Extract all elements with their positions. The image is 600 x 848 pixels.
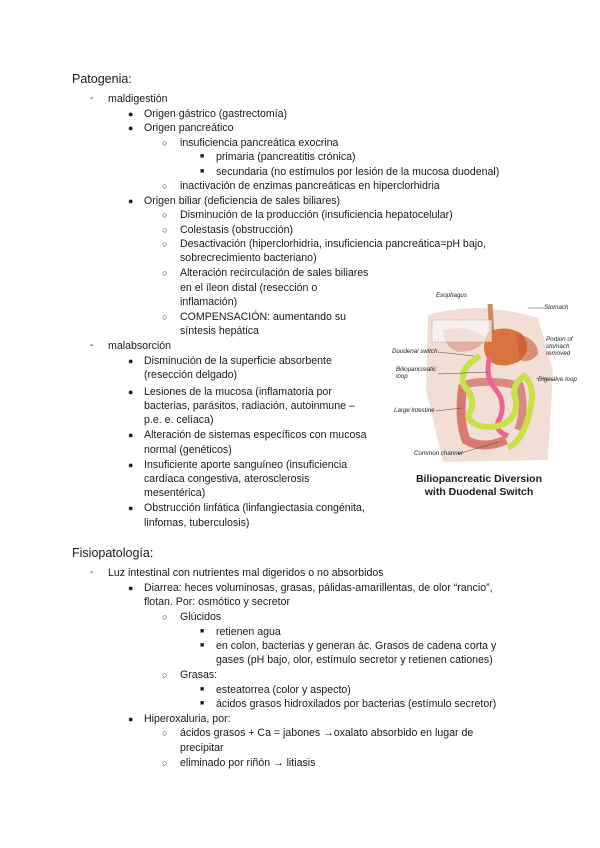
- circle-marker: ○: [162, 138, 168, 148]
- list-item: en colon, bacterias y generan ác. Grasos de cadena corta y: [216, 640, 497, 652]
- circle-marker: ○: [162, 268, 168, 278]
- list-item: primaria (pancreatitis crónica): [216, 151, 356, 163]
- list-item: Origen pancreático: [144, 122, 234, 134]
- list-item: Glúcidos: [180, 611, 222, 623]
- list-item: Alteración de sistemas específicos con mucosa: [144, 429, 367, 441]
- bullet-marker: ●: [128, 714, 134, 724]
- list-item: Alteración recirculación de sales biliares: [180, 267, 369, 279]
- label-biliopancreatic-1: Biliopancreatic: [396, 366, 437, 373]
- list-item: Disminución de la producción (insuficiencia hepatocelular): [180, 209, 453, 221]
- label-esophagus: Esophagus: [436, 292, 467, 299]
- label-duodenal-switch: Duodenal switch: [392, 348, 438, 355]
- list-item-continuation: bacterias, parásitos, radiación, autoinmune –: [144, 400, 355, 412]
- list-item: ácidos grasos hidroxilados por bacterias (estímulo secretor): [216, 698, 497, 710]
- circle-marker: ○: [162, 312, 168, 322]
- list-item-continuation: síntesis hepática: [180, 325, 259, 337]
- label-portion-3: removed: [546, 350, 571, 357]
- list-item: Hiperoxaluria, por:: [144, 713, 231, 725]
- list-item: ácidos grasos + Ca = jabones →oxalato absorbido en lugar de: [180, 727, 474, 739]
- list-item-continuation: flotan. Por: osmótico y secretor: [144, 596, 291, 608]
- list-item-continuation: linfomas, tuberculosis): [144, 517, 250, 529]
- list-item: Desactivación (hiperclorhidria, insuficiencia pancreática=pH bajo,: [180, 238, 486, 250]
- circle-marker: ○: [162, 239, 168, 249]
- label-portion-1: Portion of: [546, 336, 573, 343]
- label-portion-2: stomach: [546, 343, 570, 350]
- dash-marker: -: [90, 93, 94, 104]
- list-item: Origen gástrico (gastrectomía): [144, 108, 288, 120]
- list-item-continuation: mesentérica): [144, 487, 206, 499]
- list-item: Disminución de la superficie absorbente: [144, 355, 332, 367]
- list-item-continuation: en el íleon distal (resección o: [180, 282, 318, 294]
- circle-marker: ○: [162, 225, 168, 235]
- bullet-marker: ●: [128, 460, 134, 470]
- section-heading-patogenia: Patogenia:: [72, 72, 132, 86]
- list-item: Origen biliar (deficiencia de sales biliares): [144, 195, 341, 207]
- figure-caption-line-1: Biliopancreatic Diversion: [415, 473, 543, 485]
- list-item: eliminado por riñón → litiasis: [180, 757, 316, 769]
- list-item: Diarrea: heces voluminosas, grasas, pálidas-amarillentas, de olor “rancio”,: [144, 582, 493, 594]
- list-item: maldigestión: [108, 93, 168, 105]
- bullet-marker: ●: [128, 196, 134, 206]
- label-stomach: Stomach: [544, 304, 569, 311]
- duodenal-highlight-box: [432, 320, 492, 342]
- list-item-continuation: p.e. e. celíaca): [144, 414, 214, 426]
- list-item-continuation: sobrecrecimiento bacteriano): [180, 252, 317, 264]
- list-item: retienen agua: [216, 626, 281, 638]
- list-item-continuation: gases (pH bajo, olor, estímulo secretor y retienen cationes): [216, 654, 493, 666]
- label-digestive-loop: Digestive loop: [538, 376, 577, 383]
- label-biliopancreatic-2: loop: [396, 373, 408, 380]
- list-item-continuation: precipitar: [180, 742, 224, 754]
- anatomy-illustration: [388, 290, 577, 502]
- square-marker: ■: [200, 642, 205, 649]
- label-large-intestine: Large intestine: [394, 407, 435, 414]
- list-item: malabsorción: [108, 340, 172, 352]
- figure-caption-line-2: with Duodenal Switch: [424, 485, 534, 498]
- bullet-marker: ●: [128, 387, 134, 397]
- square-marker: ■: [200, 686, 205, 693]
- list-item: Insuficiente aporte sanguíneo (insuficiencia: [144, 459, 348, 471]
- bullet-marker: ●: [128, 356, 134, 366]
- label-portion-removed: [546, 336, 572, 357]
- dash-marker: -: [90, 567, 94, 578]
- list-item: COMPENSACIÓN: aumentando su: [180, 311, 347, 323]
- label-biliopancreatic-loop: [396, 366, 436, 380]
- list-item: inactivación de enzimas pancreáticas en hiperclorhidria: [180, 180, 440, 192]
- square-marker: ■: [200, 700, 205, 707]
- list-item-continuation: normal (genéticos): [144, 444, 232, 456]
- list-item: Grasas:: [180, 669, 218, 681]
- circle-marker: ○: [162, 612, 168, 622]
- list-item-continuation: (resección delgado): [144, 369, 238, 381]
- bullet-marker: ●: [128, 430, 134, 440]
- list-item: secundaria (no estímulos por lesión de la mucosa duodenal): [216, 166, 500, 178]
- bullet-marker: ●: [128, 109, 134, 119]
- list-item: Obstrucción linfática (linfangiectasia congénita,: [144, 502, 365, 514]
- circle-marker: ○: [162, 210, 168, 220]
- label-common-channel: Common channel: [414, 450, 463, 457]
- bullet-marker: ●: [128, 123, 134, 133]
- bullet-marker: ●: [128, 503, 134, 513]
- list-item: Colestasis (obstrucción): [180, 224, 294, 236]
- circle-marker: ○: [162, 758, 168, 768]
- circle-marker: ○: [162, 728, 168, 738]
- figure-caption: [388, 473, 570, 498]
- section-heading-fisiopatologia: Fisiopatología:: [72, 546, 154, 560]
- square-marker: ■: [200, 153, 205, 160]
- list-item: Luz intestinal con nutrientes mal digeridos o no absorbidos: [108, 567, 384, 579]
- list-item: esteatorrea (color y aspecto): [216, 684, 351, 696]
- square-marker: ■: [200, 628, 205, 635]
- square-marker: ■: [200, 168, 205, 175]
- bullet-marker: ●: [128, 583, 134, 593]
- list-item-continuation: inflamación): [180, 296, 238, 308]
- list-item-continuation: cardíaca congestiva, aterosclerosis: [144, 473, 310, 485]
- list-item: Lesiones de la mucosa (inflamatoria por: [144, 386, 332, 398]
- circle-marker: ○: [162, 670, 168, 680]
- list-item: insuficiencia pancreática exocrina: [180, 137, 339, 149]
- circle-marker: ○: [162, 181, 168, 191]
- dash-marker: -: [90, 340, 94, 351]
